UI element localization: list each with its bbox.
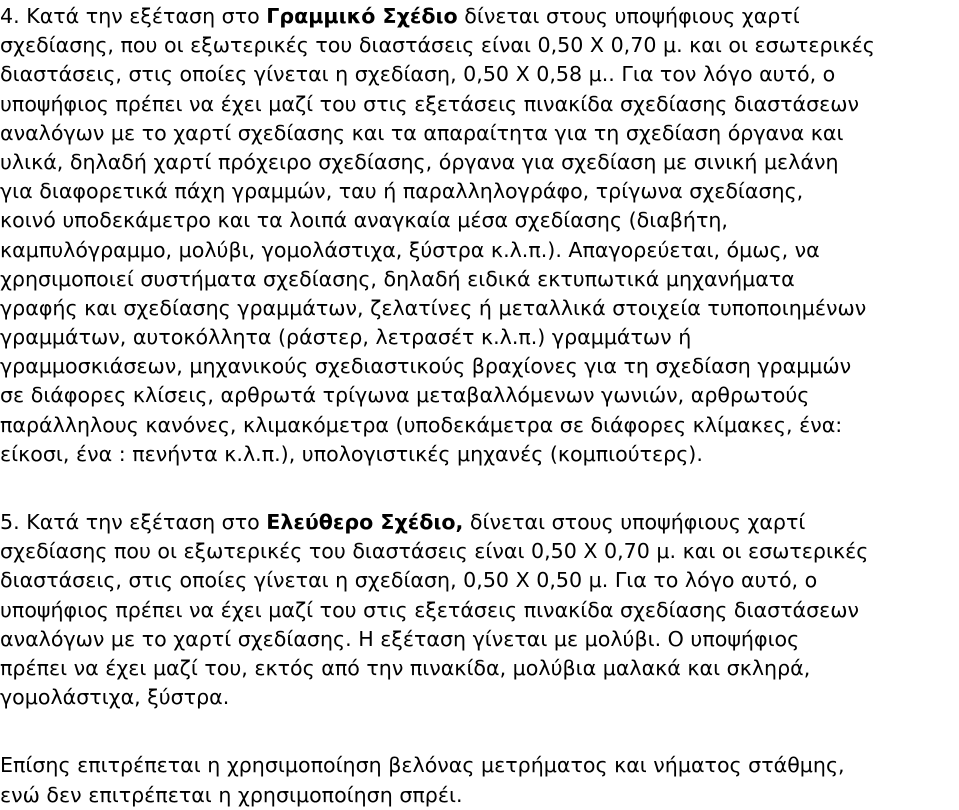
- text-line: παράλληλους κανόνες, κλιμακόμετρα (υποδεκάμετρα σε διάφορες κλίμακες, ένα:: [0, 412, 843, 437]
- paragraph-spacer: [0, 469, 955, 508]
- text-line: [0, 508, 955, 537]
- paragraph-section-5: [0, 508, 955, 712]
- text-line: γραμμοσκιάσεων, μηχανικούς σχεδιαστικούς βραχίονες για τη σχεδίαση γραμμών: [0, 354, 852, 379]
- text-line: ενώ δεν επιτρέπεται η χρησιμοποίηση σπρέι.: [0, 782, 463, 807]
- text-line: [0, 2, 955, 31]
- text-line: γομολάστιχα, ξύστρα.: [0, 685, 230, 710]
- text-line: υλικά, δηλαδή χαρτί πρόχειρο σχεδίασης, όργανα για σχεδίαση με σινική μελάνη: [0, 149, 839, 174]
- paragraph-spacer: [0, 712, 955, 751]
- text-line: χρησιμοποιεί συστήματα σχεδίασης, δηλαδή ειδικά εκτυπωτικά μηχανήματα: [0, 266, 795, 291]
- subject-title-linear-drawing: Γραμμικό Σχέδιο: [266, 4, 458, 28]
- text-line: σε διάφορες κλίσεις, αρθρωτά τρίγωνα μεταβαλλόμενων γωνιών, αρθρωτούς: [0, 383, 810, 408]
- paragraph-section-4: [0, 2, 955, 469]
- text-line: γραμμάτων, αυτοκόλλητα (ράστερ, λετρασέτ κ.λ.π.) γραμμάτων ή: [0, 325, 692, 350]
- text-line: σχεδίασης, που οι εξωτερικές του διαστάσεις είναι 0,50 Χ 0,70 μ. και οι εσωτερικές: [0, 33, 875, 58]
- subject-title-free-drawing: Ελεύθερο Σχέδιο,: [266, 510, 464, 534]
- text-line: γραφής και σχεδίασης γραμμάτων, ζελατίνες ή μεταλλικά στοιχεία τυποποιημένων: [0, 295, 867, 320]
- text-line: για διαφορετικά πάχη γραμμών, ταυ ή παραλληλογράφο, τρίγωνα σχεδίασης,: [0, 179, 804, 204]
- text-line: κοινό υποδεκάμετρο και τα λοιπά αναγκαία μέσα σχεδίασης (διαβήτη,: [0, 208, 728, 233]
- text-run: 5. Κατά την εξέταση στο: [0, 510, 267, 534]
- paragraph-note: [0, 751, 955, 809]
- text-line: είκοσι, ένα : πενήντα κ.λ.π.), υπολογιστικές μηχανές (κομπιούτερς).: [0, 441, 703, 466]
- text-run: δίνεται στους υποψήφιους χαρτί: [457, 4, 800, 28]
- text-line: υποψήφιος πρέπει να έχει μαζί του στις εξετάσεις πινακίδα σχεδίασης διαστάσεων: [0, 597, 860, 622]
- text-run: 4. Κατά την εξέταση στο: [0, 4, 267, 28]
- text-line: διαστάσεις, στις οποίες γίνεται η σχεδίαση, 0,50 Χ 0,58 μ.. Για τον λόγο αυτό, ο: [0, 62, 836, 87]
- text-line: σχεδίασης που οι εξωτερικές του διαστάσεις είναι 0,50 Χ 0,70 μ. και οι εσωτερικές: [0, 539, 869, 564]
- text-line: υποψήφιος πρέπει να έχει μαζί του στις εξετάσεις πινακίδα σχεδίασης διαστάσεων: [0, 91, 860, 116]
- text-line: διαστάσεις, στις οποίες γίνεται η σχεδίαση, 0,50 Χ 0,50 μ. Για το λόγο αυτό, ο: [0, 568, 818, 593]
- text-line: Επίσης επιτρέπεται η χρησιμοποίηση βελόνας μετρήματος και νήματος στάθμης,: [0, 753, 845, 778]
- text-run: δίνεται στους υποψήφιους χαρτί: [463, 510, 806, 534]
- text-line: πρέπει να έχει μαζί του, εκτός από την πινακίδα, μολύβια μαλακά και σκληρά,: [0, 655, 811, 680]
- text-line: αναλόγων με το χαρτί σχεδίασης. Η εξέταση γίνεται με μολύβι. Ο υποψήφιος: [0, 626, 800, 651]
- text-line: καμπυλόγραμμο, μολύβι, γομολάστιχα, ξύστρα κ.λ.π.). Απαγορεύεται, όμως, να: [0, 237, 820, 262]
- text-line: αναλόγων με το χαρτί σχεδίασης και τα απαραίτητα για τη σχεδίαση όργανα και: [0, 120, 844, 145]
